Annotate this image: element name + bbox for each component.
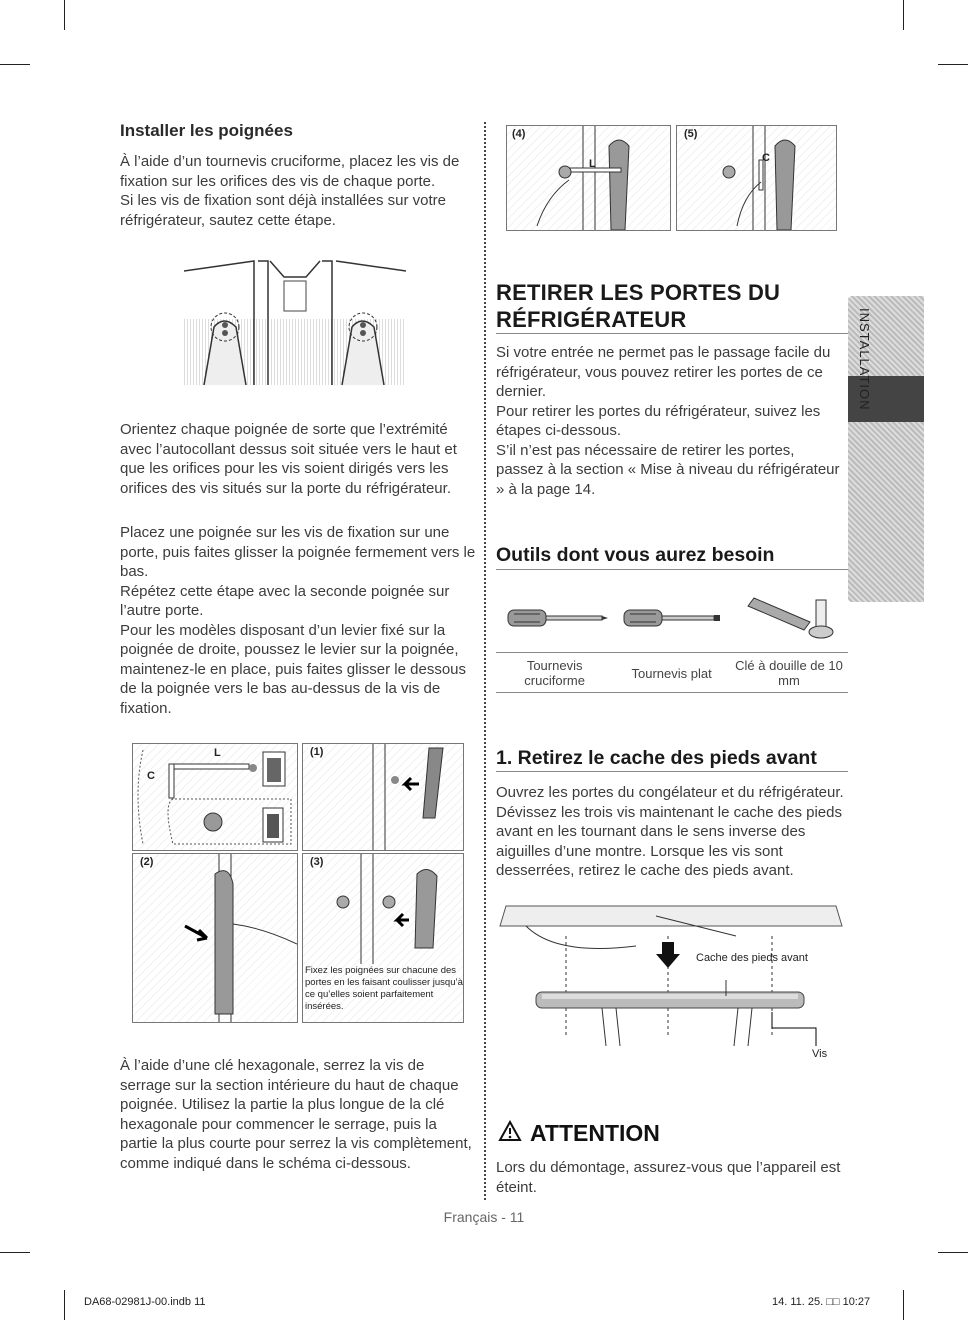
leg-cover-illustration xyxy=(496,896,846,1056)
crop-mark xyxy=(0,1252,30,1253)
crop-mark xyxy=(938,64,968,65)
screw-label: Vis xyxy=(812,1048,828,1060)
step1-rule xyxy=(496,771,848,772)
attention-title: ATTENTION xyxy=(530,1120,660,1146)
crop-mark xyxy=(0,64,30,65)
attention-paragraph: Lors du démontage, assurez-vous que l’appareil est éteint. xyxy=(496,1159,841,1196)
label-step-3: (3) xyxy=(310,856,324,868)
hex-paragraph: À l’aide d’une clé hexagonale, serrez la vis de serrage sur la section intérieure du haut de chaque poignée. Utilisez la partie la plus longue de la clé hexagonale pour commencer le serrage, puis la partie la plus courte pour serrez la vis complètement, comme indiqué dans le schéma ci-dessous. xyxy=(120,1057,472,1172)
step1-paragraph: Ouvrez les portes du congélateur et du réfrigérateur. Dévissez les trois vis maintenant le cache des pieds avant en les tournant dans le sens inverse des aiguilles d’une montre. Lorsque les vis sont desserrées, retirez le cache des pieds avant. xyxy=(496,784,844,879)
step1-title: 1. Retirez le cache des pieds avant xyxy=(496,747,817,769)
crop-mark xyxy=(938,1252,968,1253)
place-paragraph-3: Pour les modèles disposant d’un levier fixé sur la poignée de droite, poussez le levier sur la poignée, maintenez-le en place, puis faites glisser le dessous de la poignée vers le bas au-dessus de la vis de fixation. xyxy=(120,621,467,717)
flat-screwdriver-icon xyxy=(622,606,722,635)
figure-step-5 xyxy=(676,125,837,231)
page-number: Français - 11 xyxy=(443,1209,525,1225)
handles-illustration xyxy=(184,257,406,385)
tools-top-rule xyxy=(496,569,848,570)
remove-doors-text xyxy=(496,343,846,499)
label-step-2: (2) xyxy=(140,856,154,868)
crop-mark xyxy=(903,1290,904,1320)
label-L-top: L xyxy=(589,158,596,170)
figure-step-4 xyxy=(506,125,671,231)
label-C: C xyxy=(147,770,155,782)
install-paragraph-1: À l’aide d’un tournevis cruciforme, placez les vis de fixation sur les orifices des vis de chaque porte. xyxy=(120,153,460,190)
install-paragraph-2: Si les vis de fixation sont déjà installées sur votre réfrigérateur, sautez cette étape. xyxy=(120,192,446,229)
cover-label: Cache des pieds avant xyxy=(696,952,808,964)
tools-mid-rule xyxy=(496,652,848,653)
figure-step-1 xyxy=(302,743,464,851)
remove-doors-title-line-1: RETIRER LES PORTES DU xyxy=(496,280,781,305)
crop-mark xyxy=(64,1290,65,1320)
tool-label-flat: Tournevis plat xyxy=(631,665,712,681)
warning-triangle-icon xyxy=(498,1120,522,1147)
crop-mark xyxy=(903,0,904,30)
tool-label-socket: Clé à douille de 10 mm xyxy=(735,658,843,688)
remove-doors-title xyxy=(496,279,780,333)
tools-table xyxy=(496,654,848,692)
column-divider xyxy=(484,122,486,1200)
phillips-screwdriver-icon xyxy=(506,606,610,635)
attention-heading xyxy=(498,1120,660,1147)
label-L: L xyxy=(214,747,221,759)
figure-hex-key xyxy=(132,743,298,851)
socket-wrench-icon xyxy=(742,594,838,645)
crop-mark xyxy=(64,0,65,30)
print-footer-left: DA68-02981J-00.indb 11 xyxy=(84,1296,206,1308)
tools-title: Outils dont vous aurez besoin xyxy=(496,544,775,566)
remove-paragraph-1: Si votre entrée ne permet pas le passage facile du réfrigérateur, vous pouvez retirer les portes de ce dernier. xyxy=(496,344,831,400)
print-footer-right: 14. 11. 25. □□ 10:27 xyxy=(772,1296,871,1308)
place-paragraph-2: Répétez cette étape avec la seconde poignée sur l’autre porte. xyxy=(120,582,450,619)
label-step-4: (4) xyxy=(512,128,526,140)
remove-doors-title-line-2: RÉFRIGÉRATEUR xyxy=(496,307,687,332)
label-C-top: C xyxy=(762,152,770,164)
orient-paragraph: Orientez chaque poignée de sorte que l’extrémité avec l’autocollant dessus soit située vers le haut et que les orifices pour les vis soient dirigés vers les orifices des vis situés sur la porte du réfrigérateur. xyxy=(120,421,457,497)
figure-caption: Fixez les poignées sur chacune des portes en les faisant coulisser jusqu’à ce qu’elles soient parfaitement insérées. xyxy=(305,965,463,1012)
place-text xyxy=(120,523,476,718)
tool-label-phillips: Tournevis cruciforme xyxy=(524,658,585,688)
label-step-5: (5) xyxy=(684,128,698,140)
remove-paragraph-3: S’il n’est pas nécessaire de retirer les portes, passez à la section « Mise à niveau du réfrigérateur » à la page 14. xyxy=(496,441,840,498)
install-title: Installer les poignées xyxy=(120,121,293,140)
label-step-1: (1) xyxy=(310,746,324,758)
install-text xyxy=(120,152,476,230)
place-paragraph-1: Placez une poignée sur les vis de fixation sur une porte, puis faites glisser la poignée fermement vers le bas. xyxy=(120,524,476,580)
section-tab-label: INSTALLATION xyxy=(857,308,872,411)
title-rule xyxy=(496,333,848,334)
tools-bottom-rule xyxy=(496,692,848,693)
figure-step-2 xyxy=(132,853,298,1023)
remove-paragraph-2: Pour retirer les portes du réfrigérateur, suivez les étapes ci-dessous. xyxy=(496,402,821,439)
